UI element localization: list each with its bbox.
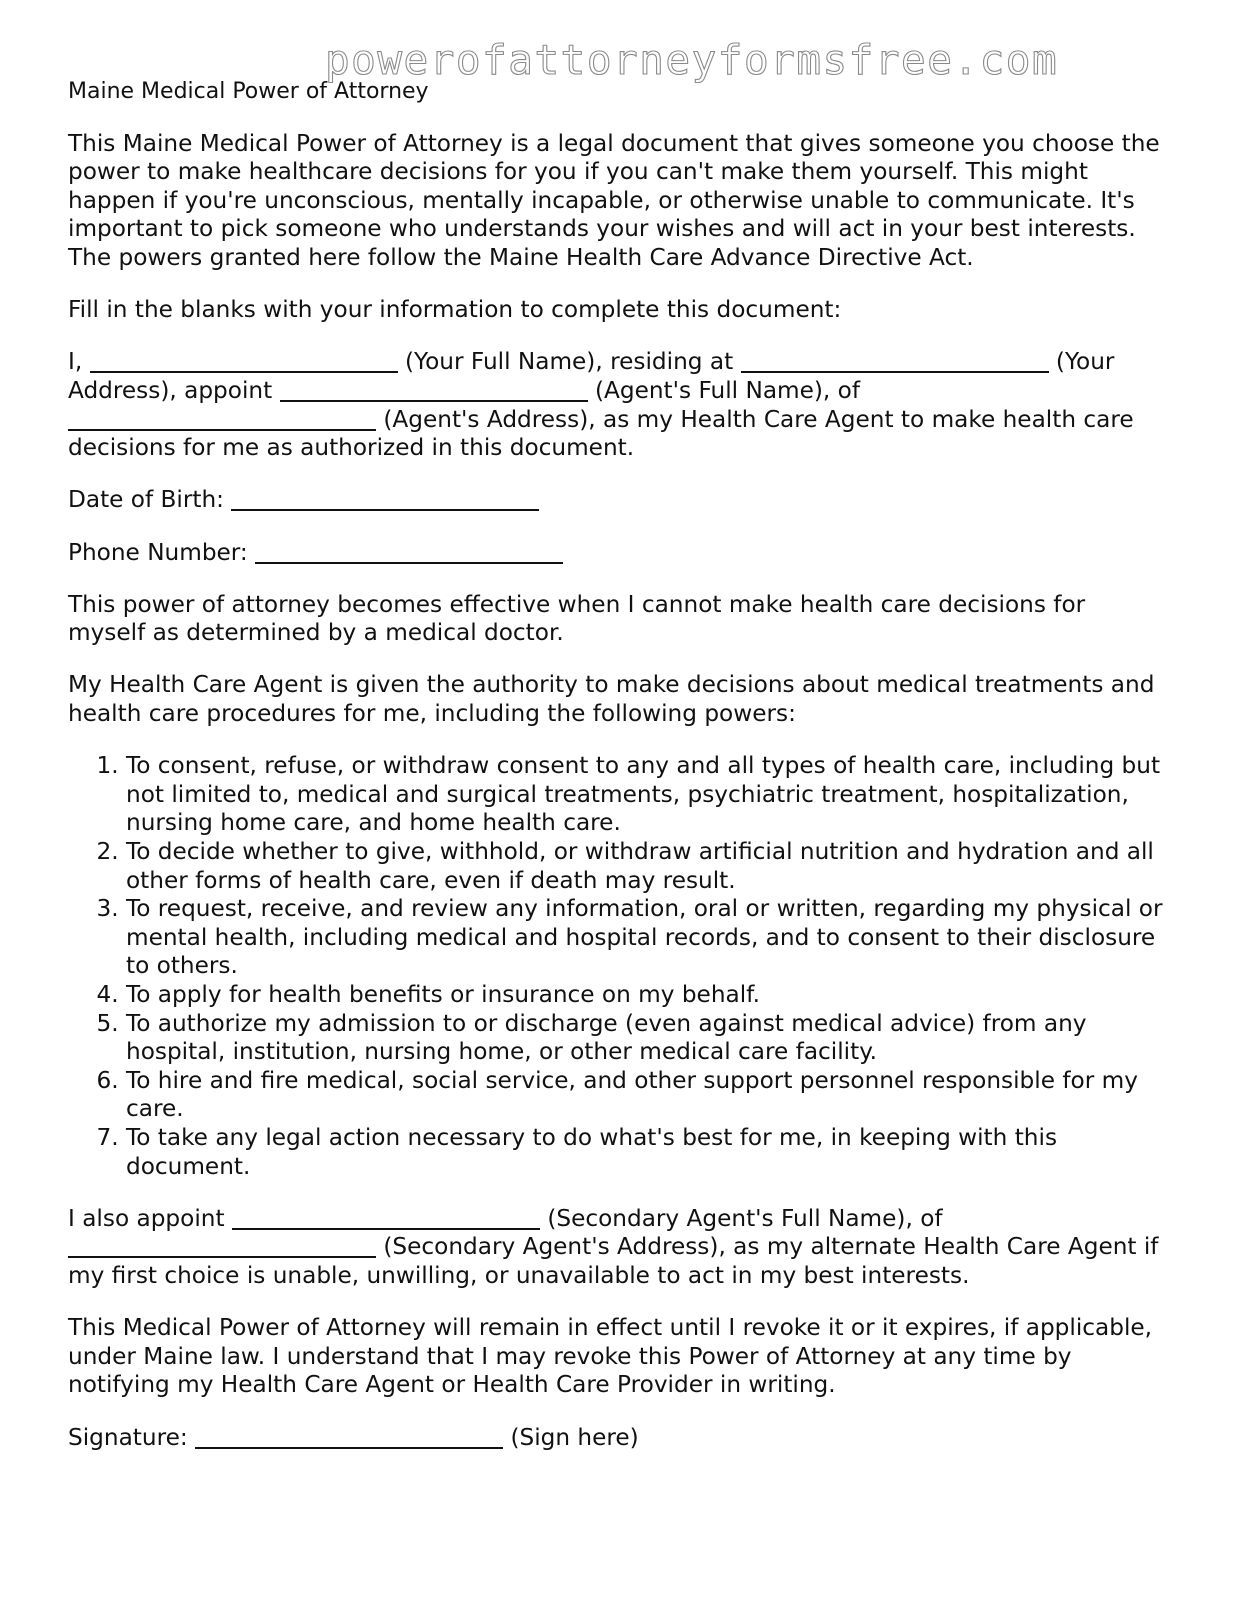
your-address-label: (Your Address), appoint — [68, 348, 1115, 404]
date-of-birth-label: Date of Birth: — [68, 486, 224, 514]
power-item: 6. To hire and fire medical, social service, and other support personnel responsible for my care. — [126, 1067, 1168, 1124]
document-body — [68, 78, 1168, 1476]
power-item: 7. To take any legal action necessary to do what's best for me, in keeping with this document. — [126, 1124, 1168, 1181]
phone-number-label: Phone Number: — [68, 538, 248, 566]
power-item: 2. To decide whether to give, withhold, or withdraw artificial nutrition and hydration and all other forms of health care, even if death may result. — [126, 838, 1168, 895]
signature-blank[interactable] — [195, 1446, 503, 1449]
fill-instruction: Fill in the blanks with your information to complete this document: — [68, 296, 842, 324]
phone-number-blank[interactable] — [255, 561, 563, 564]
powers-list — [68, 752, 1168, 1181]
phone-number-line — [68, 539, 1168, 568]
agent-address-label: (Agent's Address), as my Health Care Agent to make health care decisions for me as authorized in this document. — [68, 405, 1134, 462]
your-name-label: (Your Full Name), residing at — [404, 348, 734, 376]
appointment-paragraph — [68, 348, 1168, 462]
signature-label: Signature: — [68, 1423, 188, 1451]
signature-hint: (Sign here) — [510, 1423, 639, 1451]
revocation-paragraph: This Medical Power of Attorney will remain in effect until I revoke it or it expires, if applicable, under Maine law. I understand that I may revoke this Power of Attorney at any time by notifying my Health Care Agent or Health Care Provider in writing. — [68, 1314, 1153, 1399]
your-name-blank[interactable] — [90, 370, 398, 373]
date-of-birth-line — [68, 486, 1168, 515]
your-address-blank[interactable] — [741, 370, 1049, 373]
power-item: 1. To consent, refuse, or withdraw consent to any and all types of health care, including but not limited to, medical and surgical treatments, psychiatric treatment, hospitalization, nursing home care, and home health care. — [126, 752, 1168, 838]
watermark-text: powerofattorneyformsfree.com — [325, 36, 1059, 84]
secondary-name-blank[interactable] — [232, 1227, 540, 1230]
secondary-agent-paragraph — [68, 1205, 1168, 1291]
authority-intro: My Health Care Agent is given the authority to make decisions about medical treatments and health care procedures for me, including the following powers: — [68, 671, 1155, 728]
secondary-prefix: I also appoint — [68, 1204, 225, 1232]
agent-address-blank[interactable] — [68, 428, 376, 431]
secondary-address-blank[interactable] — [68, 1255, 376, 1258]
document-title: Maine Medical Power of Attorney — [68, 79, 429, 104]
power-item: 5. To authorize my admission to or discharge (even against medical advice) from any hospital, institution, nursing home, or other medical care facility. — [126, 1010, 1168, 1067]
power-item: 4. To apply for health benefits or insurance on my behalf. — [126, 981, 1168, 1010]
secondary-address-label: (Secondary Agent's Address), as my alternate Health Care Agent if my first choice is unable, unwilling, or unavailable to act in my best interests. — [68, 1233, 1159, 1289]
appointment-prefix: I, — [68, 348, 83, 376]
agent-name-blank[interactable] — [280, 399, 588, 402]
agent-name-label: (Agent's Full Name), of — [594, 376, 861, 404]
intro-paragraph: This Maine Medical Power of Attorney is a legal document that gives someone you choose the power to make healthcare decisions for you if you can't make them yourself. This might happen if you're unconscious, mentally incapable, or otherwise unable to communicate. It's important to pick someone who understands your wishes and will act in your best interests. The powers granted here follow the Maine Health Care Advance Directive Act. — [68, 129, 1160, 271]
date-of-birth-blank[interactable] — [231, 508, 539, 511]
power-item: 3. To request, receive, and review any information, oral or written, regarding my physical or mental health, including medical and hospital records, and to consent to their disclosure to others. — [126, 895, 1168, 981]
secondary-name-label: (Secondary Agent's Full Name), of — [547, 1204, 943, 1232]
effective-paragraph: This power of attorney becomes effective when I cannot make health care decisions for myself as determined by a medical doctor. — [68, 590, 1086, 647]
signature-line — [68, 1424, 1168, 1453]
